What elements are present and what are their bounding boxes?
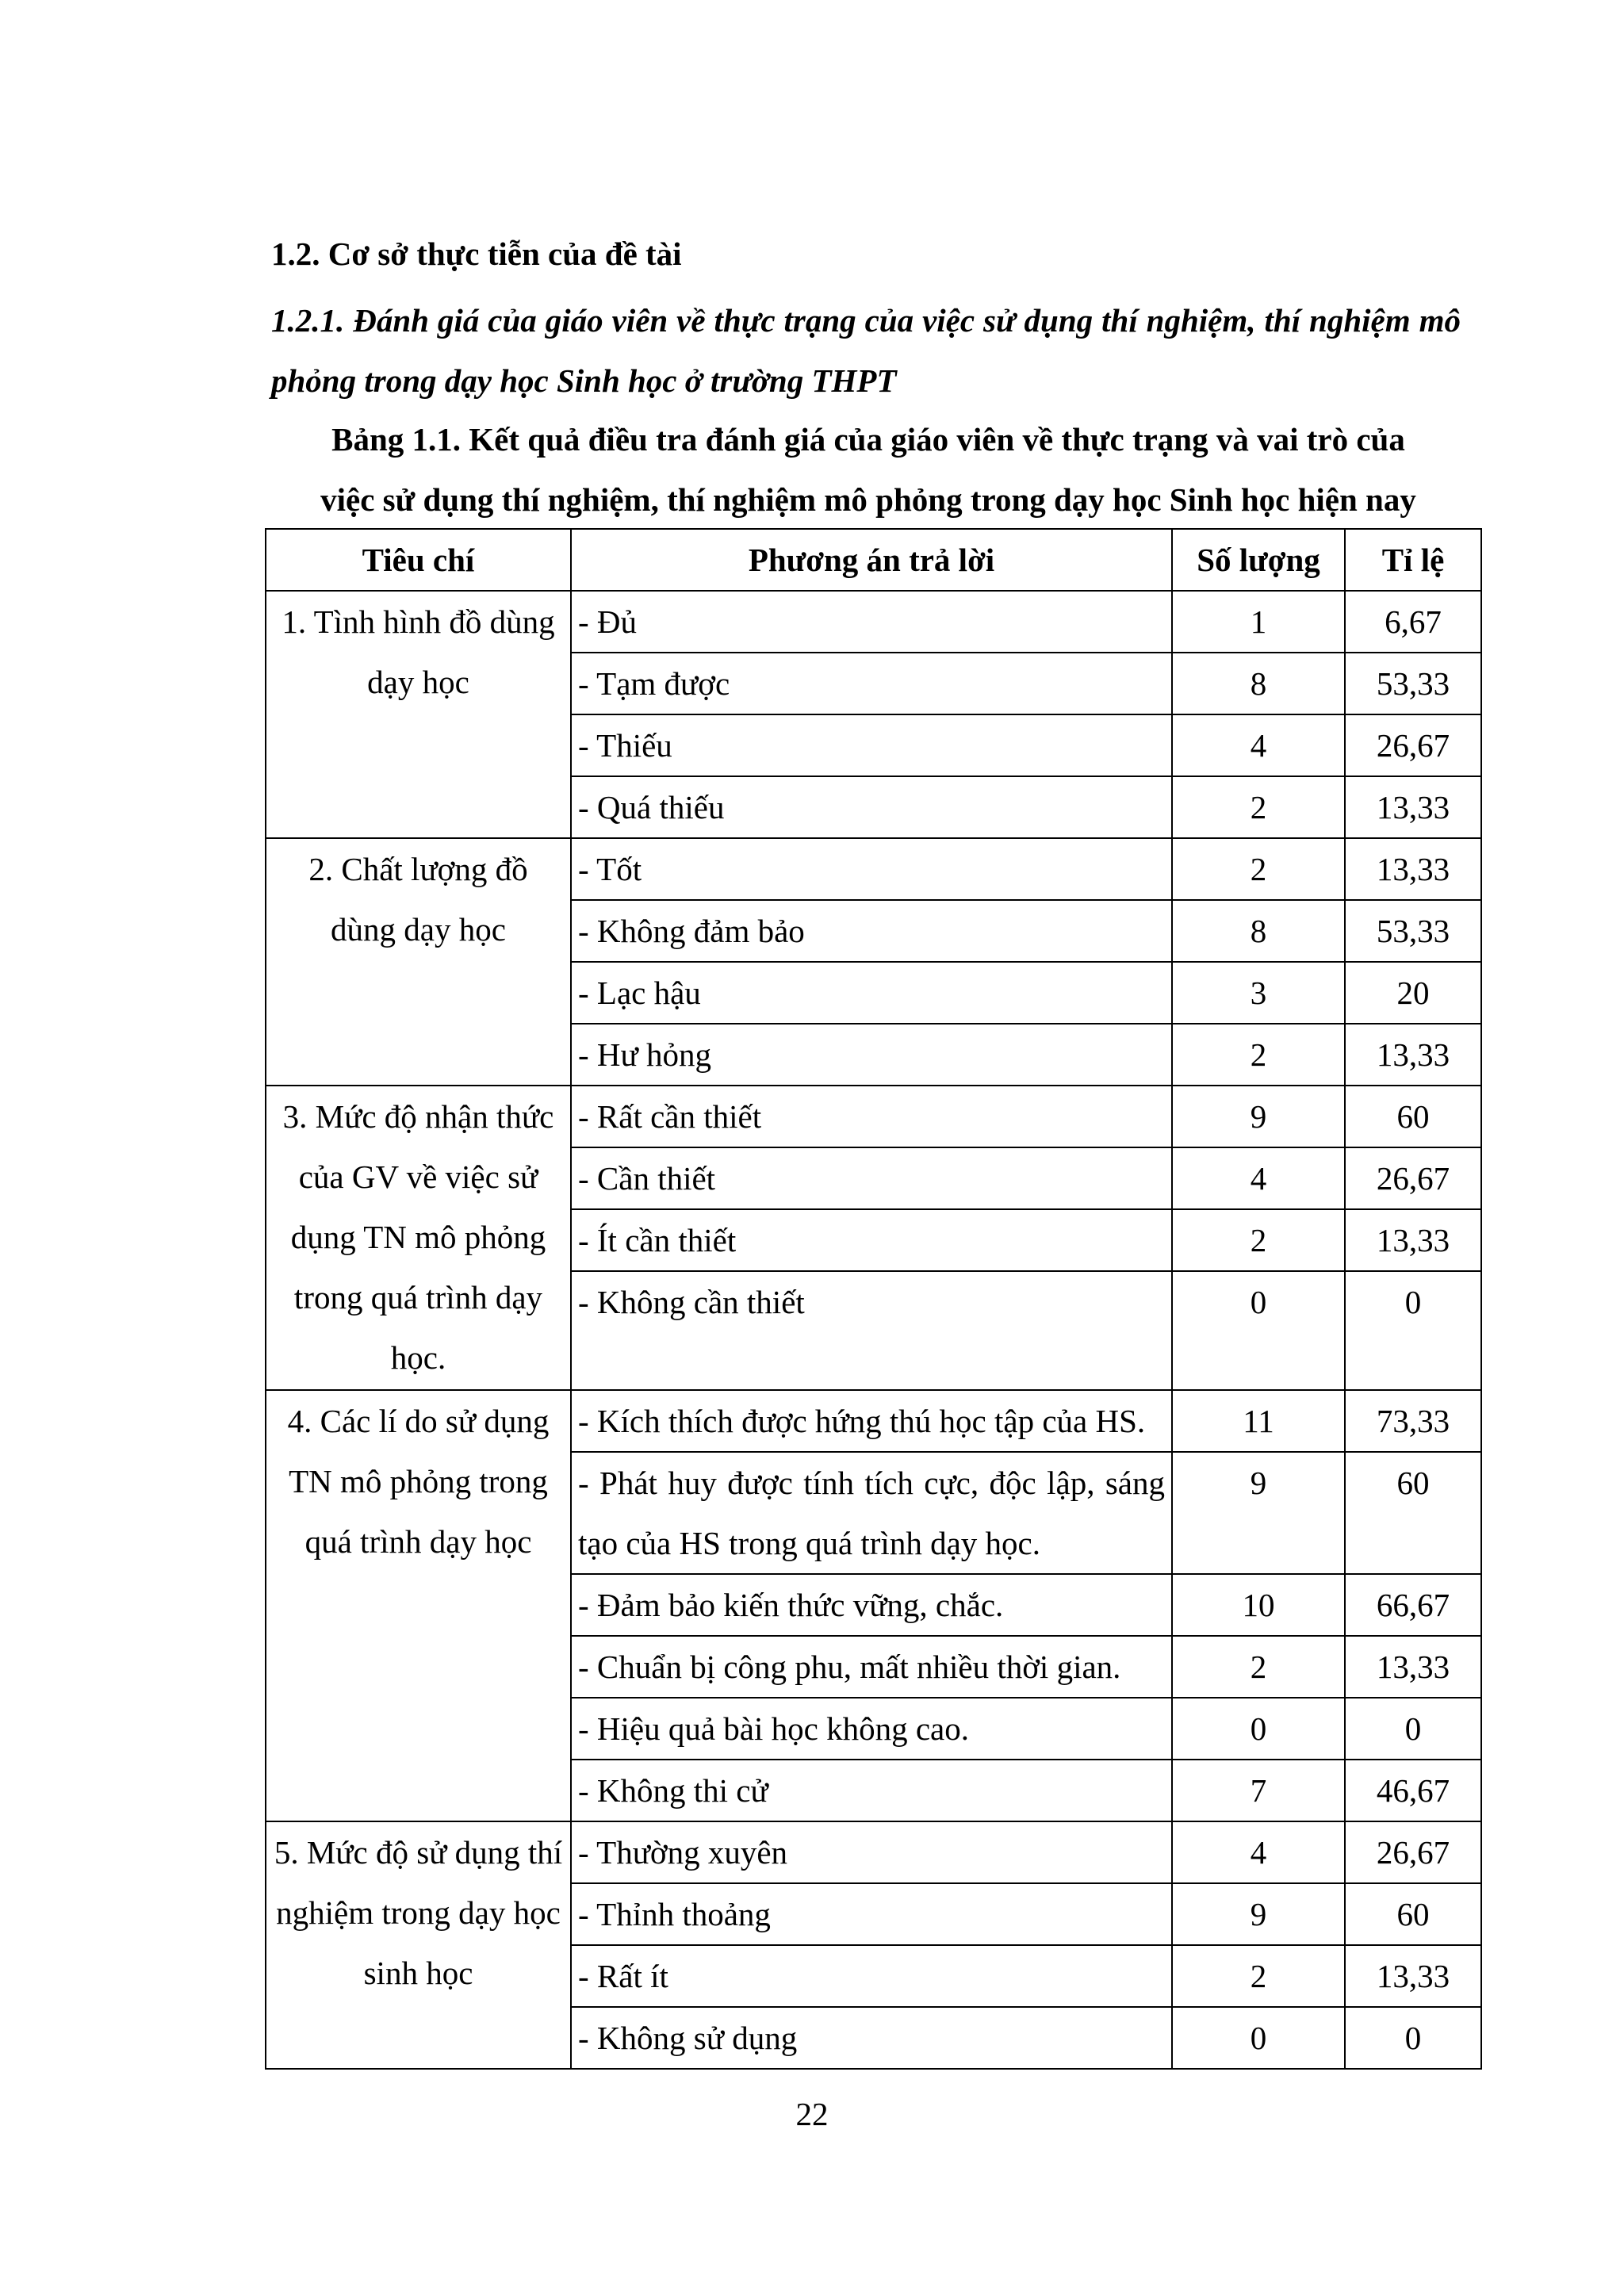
- count-cell: 7: [1172, 1760, 1345, 1821]
- table-row: [266, 1086, 1481, 1147]
- count-cell: 2: [1172, 1024, 1345, 1086]
- count-cell: 0: [1172, 2007, 1345, 2069]
- criteria-cell: 1. Tình hình đồ dùng dạy học: [266, 591, 571, 838]
- table-row: [266, 1821, 1481, 1883]
- header-criteria: Tiêu chí: [266, 529, 571, 591]
- rate-cell: 13,33: [1345, 838, 1481, 900]
- option-cell: - Rất ít: [571, 1945, 1172, 2007]
- count-cell: 2: [1172, 1945, 1345, 2007]
- option-cell: - Hư hỏng: [571, 1024, 1172, 1086]
- rate-cell: 13,33: [1345, 1024, 1481, 1086]
- rate-cell: 6,67: [1345, 591, 1481, 653]
- page-number: 22: [795, 2096, 829, 2132]
- criteria-cell: 2. Chất lượng đồ dùng dạy học: [266, 838, 571, 1086]
- rate-cell: 60: [1345, 1883, 1481, 1945]
- option-cell: - Đủ: [571, 591, 1172, 653]
- rate-cell: 53,33: [1345, 653, 1481, 714]
- rate-cell: 60: [1345, 1086, 1481, 1147]
- count-cell: 4: [1172, 1821, 1345, 1883]
- option-cell: - Phát huy được tính tích cực, độc lập, sáng tạo của HS trong quá trình dạy học.: [571, 1452, 1172, 1574]
- option-cell: - Cần thiết: [571, 1147, 1172, 1209]
- count-cell: 9: [1172, 1086, 1345, 1147]
- rate-cell: 13,33: [1345, 1636, 1481, 1698]
- rate-cell: 53,33: [1345, 900, 1481, 962]
- option-cell: - Kích thích được hứng thú học tập của HS.: [571, 1390, 1172, 1452]
- count-cell: 1: [1172, 591, 1345, 653]
- option-cell: - Đảm bảo kiến thức vững, chắc.: [571, 1574, 1172, 1636]
- table-caption-line-1: Bảng 1.1. Kết quả điều tra đánh giá của giáo viên về thực trạng và vai trò của: [331, 421, 1405, 458]
- count-cell: 4: [1172, 1147, 1345, 1209]
- rate-cell: 26,67: [1345, 1821, 1481, 1883]
- option-cell: - Không đảm bảo: [571, 900, 1172, 962]
- header-count: Số lượng: [1172, 529, 1345, 591]
- table-caption-line-2: việc sử dụng thí nghiệm, thí nghiệm mô phỏng trong dạy học Sinh học hiện nay: [320, 481, 1416, 518]
- criteria-cell: 3. Mức độ nhận thức của GV về việc sử dụng TN mô phỏng trong quá trình dạy học.: [266, 1086, 571, 1390]
- option-cell: - Lạc hậu: [571, 962, 1172, 1024]
- table-row: [266, 838, 1481, 900]
- option-cell: - Không cần thiết: [571, 1271, 1172, 1390]
- count-cell: 11: [1172, 1390, 1345, 1452]
- header-option: Phương án trả lời: [571, 529, 1172, 591]
- table-row: [266, 1390, 1481, 1452]
- rate-cell: 0: [1345, 1698, 1481, 1760]
- option-cell: - Tốt: [571, 838, 1172, 900]
- count-cell: 8: [1172, 653, 1345, 714]
- rate-cell: 20: [1345, 962, 1481, 1024]
- count-cell: 8: [1172, 900, 1345, 962]
- table-header-row: [266, 529, 1481, 591]
- option-cell: - Hiệu quả bài học không cao.: [571, 1698, 1172, 1760]
- count-cell: 4: [1172, 714, 1345, 776]
- header-rate: Tỉ lệ: [1345, 529, 1481, 591]
- count-cell: 3: [1172, 962, 1345, 1024]
- rate-cell: 13,33: [1345, 1945, 1481, 2007]
- subsection-heading: 1.2.1. Đánh giá của giáo viên về thực trạng của việc sử dụng thí nghiệm, thí nghiệm mô phỏng trong dạy học Sinh học ở trường THPT: [271, 302, 1461, 399]
- table-row: [266, 591, 1481, 653]
- option-cell: - Thường xuyên: [571, 1821, 1172, 1883]
- count-cell: 0: [1172, 1698, 1345, 1760]
- rate-cell: 13,33: [1345, 1209, 1481, 1271]
- option-cell: - Tạm được: [571, 653, 1172, 714]
- rate-cell: 60: [1345, 1452, 1481, 1574]
- rate-cell: 0: [1345, 2007, 1481, 2069]
- option-cell: - Không sử dụng: [571, 2007, 1172, 2069]
- option-cell: - Chuẩn bị công phu, mất nhiều thời gian.: [571, 1636, 1172, 1698]
- count-cell: 0: [1172, 1271, 1345, 1390]
- table-caption: [262, 409, 1475, 530]
- rate-cell: 66,67: [1345, 1574, 1481, 1636]
- option-cell: - Thỉnh thoảng: [571, 1883, 1172, 1945]
- option-cell: - Không thi cử: [571, 1760, 1172, 1821]
- criteria-cell: 4. Các lí do sử dụng TN mô phỏng trong quá trình dạy học: [266, 1390, 571, 1821]
- criteria-cell: 5. Mức độ sử dụng thí nghiệm trong dạy học sinh học: [266, 1821, 571, 2069]
- count-cell: 2: [1172, 838, 1345, 900]
- option-cell: - Rất cần thiết: [571, 1086, 1172, 1147]
- rate-cell: 46,67: [1345, 1760, 1481, 1821]
- option-cell: - Ít cần thiết: [571, 1209, 1172, 1271]
- section-heading: 1.2. Cơ sở thực tiễn của đề tài: [271, 236, 682, 272]
- count-cell: 2: [1172, 1636, 1345, 1698]
- count-cell: 9: [1172, 1452, 1345, 1574]
- option-cell: - Thiếu: [571, 714, 1172, 776]
- count-cell: 2: [1172, 776, 1345, 838]
- rate-cell: 73,33: [1345, 1390, 1481, 1452]
- count-cell: 10: [1172, 1574, 1345, 1636]
- count-cell: 2: [1172, 1209, 1345, 1271]
- option-cell: - Quá thiếu: [571, 776, 1172, 838]
- rate-cell: 13,33: [1345, 776, 1481, 838]
- count-cell: 9: [1172, 1883, 1345, 1945]
- survey-results-table: [265, 528, 1482, 2070]
- rate-cell: 0: [1345, 1271, 1481, 1390]
- rate-cell: 26,67: [1345, 1147, 1481, 1209]
- rate-cell: 26,67: [1345, 714, 1481, 776]
